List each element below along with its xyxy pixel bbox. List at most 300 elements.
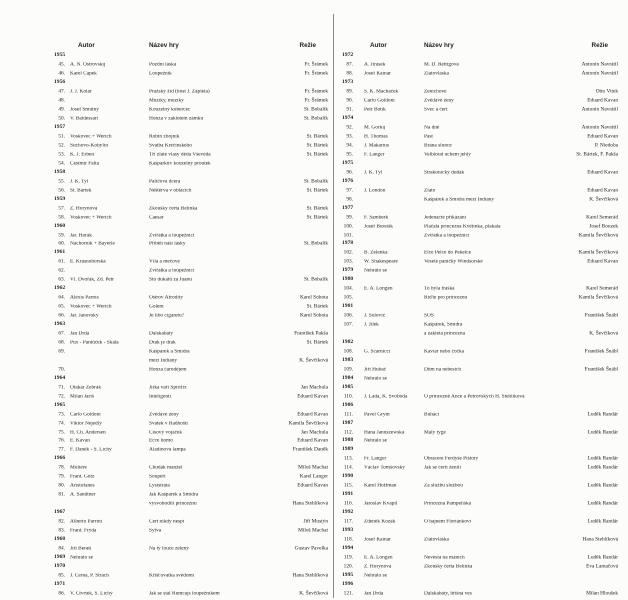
- author-cell: Alexis Parnis: [70, 295, 99, 301]
- director-cell: St. Bobalík: [303, 178, 328, 185]
- year-row: [342, 473, 618, 482]
- author-cell: Náchorník + Bayerle: [70, 241, 115, 247]
- author-cell: W. Shakespeare: [364, 259, 398, 265]
- title-cell: Pozdní láska: [149, 62, 177, 68]
- year-row: [54, 195, 328, 204]
- author-cell: Jan Drda: [70, 331, 90, 337]
- table-row: [342, 142, 618, 151]
- author-cell: Voskovec + Werich: [70, 134, 112, 140]
- right-column: [342, 42, 618, 598]
- director-cell: St. Bártek: [306, 187, 328, 194]
- play-number: 75.: [58, 428, 65, 435]
- table-row: [60, 258, 328, 267]
- author-cell: Josef Burešík: [364, 223, 393, 229]
- title-cell: Aladinova lampa: [149, 447, 186, 453]
- year-label: 1959: [54, 195, 66, 202]
- table-row: [60, 428, 328, 437]
- play-number: 58.: [58, 213, 65, 220]
- author-cell: Otakar Žebrák: [70, 385, 102, 391]
- play-number: 97.: [346, 187, 353, 194]
- year-row: [54, 124, 328, 133]
- author-cell: A. Jirásek: [364, 62, 386, 68]
- table-row: [342, 97, 618, 106]
- table-row: [342, 124, 618, 133]
- table-row: [60, 276, 328, 285]
- title-cell: vysvobodili princeznu: [149, 501, 197, 507]
- author-cell: E. Kavan: [70, 438, 90, 444]
- title-cell: Honza v zakletém zámku: [149, 116, 204, 122]
- table-row: [342, 562, 618, 571]
- author-cell: Václav Tomšovský: [364, 465, 405, 471]
- play-number: 105.: [343, 294, 353, 301]
- title-cell: Křišťovatka svědomí: [149, 573, 195, 579]
- play-number: 70.: [58, 366, 65, 373]
- title-cell: Nevěsta na maních: [424, 555, 465, 561]
- title-cell: Inteligenti: [149, 394, 171, 400]
- author-cell: J. London: [364, 188, 386, 194]
- year-label: 1962: [54, 285, 66, 292]
- play-number: 56.: [58, 187, 65, 194]
- year-label: 1960: [54, 222, 66, 229]
- year-row: [54, 285, 328, 294]
- table-row: [342, 464, 618, 473]
- title-cell: Víla a mečové: [149, 259, 180, 265]
- director-cell: P. Niedoba: [594, 142, 618, 149]
- table-row: [342, 553, 618, 562]
- director-cell: Luděk Randár: [587, 410, 618, 417]
- play-number: 117.: [343, 518, 353, 525]
- year-label: 1957: [54, 124, 66, 131]
- director-cell: Fr. Šrámek: [304, 61, 328, 68]
- year-row: [342, 401, 618, 410]
- author-cell: Petr Botík: [364, 107, 386, 113]
- table-row: [60, 303, 328, 312]
- table-row: [342, 249, 618, 258]
- title-cell: Malý tyge: [424, 429, 446, 435]
- play-number: 77.: [58, 446, 65, 453]
- title-cell: Zkoušky čerta Belínka: [149, 206, 198, 211]
- year-label: 1956: [54, 79, 66, 86]
- title-cell: Honza čarodějem: [149, 367, 187, 373]
- table-row: [60, 204, 328, 213]
- author-cell: F. Šamberk: [364, 214, 389, 220]
- year-row: [54, 455, 328, 464]
- title-cell: Elce Pelce do Pekelce: [424, 250, 472, 256]
- year-label: 1972: [342, 52, 354, 59]
- author-cell: Voskovec + Werich: [70, 214, 112, 220]
- year-label: 1976: [342, 178, 354, 185]
- play-number: 98.: [346, 196, 353, 203]
- table-row: [60, 446, 328, 455]
- title-cell: Kašpárek a Šmidra: [149, 349, 190, 355]
- play-number: 115.: [343, 482, 353, 489]
- year-row: [342, 79, 618, 88]
- title-cell: To byla fraška: [424, 286, 455, 292]
- director-cell: Eduard Kavan: [297, 437, 328, 444]
- title-header: Název hry: [424, 42, 454, 49]
- author-cell: Jar. Horák: [70, 232, 92, 238]
- title-cell: Pražský žid (host J. Zápleta): [149, 89, 210, 95]
- author-cell: Suchovo-Kobylin: [70, 143, 108, 149]
- table-row: [60, 213, 328, 222]
- title-cell: Zvířátka a loupežníci: [424, 232, 470, 238]
- year-label: 1961: [54, 249, 66, 256]
- director-cell: Eduard Kavan: [587, 258, 618, 265]
- table-row: [342, 195, 618, 204]
- table-row: [342, 392, 618, 401]
- year-note: Nehrálo se: [364, 573, 387, 579]
- director-cell: Otto Vitek: [595, 88, 618, 95]
- title-cell: Dům na nebesích: [424, 367, 462, 373]
- year-label: 1974: [342, 115, 354, 122]
- director-cell: Antonín Navrátil: [581, 106, 618, 113]
- author-cell: J. Černá, P. Strach: [70, 573, 109, 579]
- table-row: [60, 527, 328, 536]
- author-cell: F. Daněk - S. Lichý: [70, 447, 112, 453]
- year-label: 1992: [342, 509, 354, 516]
- title-cell: Strakonický dudák: [424, 170, 465, 176]
- year-label: 1965: [54, 401, 66, 408]
- title-cell: Ecce homo: [149, 438, 173, 444]
- year-label: 1973: [342, 79, 354, 86]
- director-cell: Eduard Kavan: [587, 97, 618, 104]
- title-cell: Golem: [149, 304, 164, 310]
- director-cell: František Šnábl: [584, 366, 618, 373]
- director-cell: Eduard Kavan: [587, 133, 618, 140]
- year-label: 1995: [342, 571, 354, 578]
- director-cell: Eduard Kavan: [297, 410, 328, 417]
- table-row: [342, 213, 618, 222]
- play-number: 60.: [58, 240, 65, 247]
- table-row: [60, 500, 328, 509]
- column-divider: [333, 14, 334, 598]
- table-row: [60, 356, 328, 365]
- director-cell: Karel Semerád: [586, 285, 618, 292]
- director-cell: Miloš Machat: [298, 464, 328, 471]
- table-row: [342, 535, 618, 544]
- right-table: [342, 52, 618, 598]
- play-number: 45.: [58, 61, 65, 68]
- play-number: 49.: [58, 106, 65, 113]
- table-row: [342, 285, 618, 294]
- table-row: [342, 88, 618, 97]
- year-row: [342, 527, 618, 536]
- director-cell: Fr. Šrámek: [304, 88, 328, 95]
- play-number: 106.: [343, 312, 353, 319]
- year-label: 1981: [342, 303, 354, 310]
- play-number: 79.: [58, 473, 65, 480]
- play-number: 63.: [58, 276, 65, 283]
- play-number: 86.: [58, 589, 65, 596]
- director-cell: Milan Hloušek: [586, 589, 618, 596]
- director-cell: Karel Semerád: [586, 213, 618, 220]
- play-number: 104.: [343, 285, 353, 292]
- director-cell: Fr. Šrámek: [304, 70, 328, 77]
- year-label: 1980: [342, 276, 354, 283]
- author-cell: V. Čtvrtek, S. Lichý: [70, 590, 113, 596]
- play-number: 112.: [343, 428, 353, 435]
- director-cell: Eduard Kavan: [587, 169, 618, 176]
- table-row: [60, 150, 328, 159]
- year-label: 1991: [342, 491, 354, 498]
- author-cell: J. Solovič: [364, 313, 386, 319]
- author-header: Autor: [78, 42, 95, 49]
- play-number: 72.: [58, 393, 65, 400]
- play-number: 80.: [58, 482, 65, 489]
- year-label: 1983: [342, 357, 354, 364]
- year-label: 1955: [54, 52, 66, 59]
- author-cell: Frant. Frýda: [70, 528, 97, 534]
- title-cell: Příběh naší lásky: [149, 241, 186, 247]
- year-row: [342, 491, 618, 500]
- table-row: [60, 464, 328, 473]
- title-cell: Drak je drak: [149, 340, 176, 346]
- title-cell: Zvědavé ženy: [149, 411, 179, 417]
- year-row: [54, 553, 328, 562]
- table-row: [342, 168, 618, 177]
- play-number: 116.: [343, 500, 353, 507]
- table-row: [60, 544, 328, 553]
- author-cell: F. Langer: [364, 152, 385, 158]
- table-row: [60, 339, 328, 348]
- year-label: 1958: [54, 169, 66, 176]
- play-number: 48.: [58, 97, 65, 104]
- director-cell: Hana Stehlíková: [582, 536, 618, 543]
- director-cell: Jiří Mustýn: [303, 518, 328, 525]
- director-cell: Antonín Navrátil: [581, 61, 618, 68]
- play-number: 73.: [58, 410, 65, 417]
- title-cell: Buháci: [424, 411, 440, 417]
- title-cell: Kašpárek, Šmidra: [424, 322, 463, 328]
- year-row: [54, 535, 328, 544]
- table-row: [60, 267, 328, 276]
- year-row: [54, 52, 328, 61]
- play-number: 109.: [343, 366, 353, 373]
- year-label: 1985: [342, 383, 354, 390]
- left-table: [54, 52, 328, 598]
- table-row: [342, 482, 618, 491]
- table-row: [60, 186, 328, 195]
- title-cell: Dalskabáty: [149, 331, 174, 337]
- table-row: [60, 347, 328, 356]
- author-cell: Karel Čapek: [70, 71, 97, 77]
- table-row: [342, 589, 618, 598]
- play-number: 111.: [344, 410, 353, 417]
- year-label: 1984: [342, 374, 354, 381]
- year-row: [54, 562, 328, 571]
- title-cell: M. D. Rettigová: [424, 62, 459, 68]
- year-row: [342, 276, 618, 285]
- director-cell: Gustav Pavelka: [294, 545, 328, 552]
- title-cell: Sylva: [149, 528, 162, 534]
- author-cell: Jan Drda: [364, 590, 384, 596]
- play-number: 64.: [58, 294, 65, 301]
- table-row: [342, 321, 618, 330]
- table-row: [342, 133, 618, 142]
- title-cell: Ostrov Afrodity: [149, 295, 183, 301]
- title-cell: Sto dukátů za Juanu: [149, 277, 192, 283]
- title-cell: Svatek v Radhošti: [149, 420, 188, 426]
- year-row: [342, 509, 618, 518]
- play-number: 101.: [343, 231, 353, 238]
- title-cell: Kaviár nebo čočka: [424, 349, 465, 355]
- year-row: [342, 267, 618, 276]
- author-cell: V. Baldessari: [70, 116, 99, 122]
- director-cell: Kamila Ševčíková: [288, 419, 328, 426]
- title-cell: Zkoušky čerta Belínka: [424, 564, 473, 570]
- year-row: [54, 509, 328, 518]
- year-row: [342, 240, 618, 249]
- play-number: 62.: [58, 267, 65, 274]
- year-row: [342, 356, 618, 365]
- play-number: 87.: [346, 61, 353, 68]
- title-cell: Císový vojáček: [149, 429, 183, 435]
- year-row: [54, 168, 328, 177]
- title-header: Název hry: [149, 42, 179, 49]
- table-row: [342, 70, 618, 79]
- director-cell: Eduard Kavan: [297, 393, 328, 400]
- title-cell: Na dně: [424, 125, 440, 131]
- author-cell: Fr. Langer: [364, 456, 387, 462]
- title-cell: Veselé paničky Windsorské: [424, 259, 483, 265]
- title-cell: Ženichové: [424, 89, 447, 95]
- director-cell: Eduard Kavan: [587, 187, 618, 194]
- title-cell: Kašpárkův kouzelný proutek: [149, 161, 211, 167]
- director-cell: K. Ševčíková: [589, 196, 618, 203]
- year-label: 1982: [342, 339, 354, 346]
- author-cell: Hana Januszewska: [364, 429, 405, 435]
- author-cell: A. Sandtner: [70, 492, 96, 498]
- year-row: [342, 374, 618, 383]
- author-cell: Viktor Nejedlý: [70, 420, 102, 426]
- title-cell: Jak se čerti ženili: [424, 465, 461, 471]
- table-row: [342, 518, 618, 527]
- play-number: 96.: [346, 169, 353, 176]
- play-number: 46.: [58, 70, 65, 77]
- title-cell: Švec a čert: [424, 107, 448, 113]
- table-row: [60, 571, 328, 580]
- title-cell: Velbloud uchem jehly: [424, 152, 471, 158]
- table-row: [60, 330, 328, 339]
- year-note: Nehrálo se: [364, 376, 387, 382]
- year-row: [342, 383, 618, 392]
- table-row: [60, 482, 328, 491]
- play-number: 99.: [346, 213, 353, 220]
- year-row: [342, 571, 618, 580]
- table-row: [342, 61, 618, 70]
- table-row: [60, 177, 328, 186]
- author-cell: J. Lada, K. Svoboda: [364, 394, 408, 400]
- table-row: [342, 186, 618, 195]
- director-cell: St. Bártek: [306, 339, 328, 346]
- play-number: 66.: [58, 312, 65, 319]
- author-cell: Vl. Dvořák, Zd. Petr: [70, 277, 114, 283]
- director-cell: Luděk Randár: [587, 428, 618, 435]
- title-cell: Paličova dcera: [149, 179, 181, 185]
- title-cell: Loupežník: [149, 71, 172, 77]
- director-cell: K. Ševčíková: [589, 330, 618, 337]
- author-cell: Voskovec + Werich: [70, 304, 112, 310]
- director-cell: Antonín Navrátil: [581, 124, 618, 131]
- title-cell: Svatba Krečinského: [149, 143, 192, 149]
- year-row: [54, 249, 328, 258]
- table-row: [342, 330, 618, 339]
- title-cell: Jak Kašpárek a Šmidra: [149, 492, 199, 498]
- play-number: 108.: [343, 348, 353, 355]
- year-label: 1979: [342, 267, 354, 274]
- author-cell: B. Zelenka: [364, 250, 388, 256]
- year-label: 1989: [342, 446, 354, 453]
- title-cell: Říďte pro princeznu: [424, 295, 468, 301]
- director-cell: St. Bártek, F. Pakša: [576, 151, 618, 158]
- director-header: Režie: [591, 42, 608, 49]
- table-row: [60, 61, 328, 70]
- author-header: Autor: [370, 42, 387, 49]
- play-number: 119.: [343, 554, 353, 561]
- year-row: [342, 339, 618, 348]
- author-cell: E. Krásnohorská: [70, 259, 106, 265]
- table-row: [342, 410, 618, 419]
- year-row: [342, 544, 618, 553]
- table-row: [342, 150, 618, 159]
- title-cell: Zvířátka a loupežníci: [149, 268, 195, 274]
- author-cell: H. Thomas: [364, 134, 388, 140]
- year-row: [342, 204, 618, 213]
- year-row: [54, 321, 328, 330]
- director-cell: Josef Bouzek: [589, 222, 618, 229]
- director-cell: St. Bártek: [306, 151, 328, 158]
- year-row: [342, 177, 618, 186]
- table-row: [342, 455, 618, 464]
- table-row: [60, 365, 328, 374]
- title-cell: Zvědavé ženy: [424, 98, 454, 104]
- table-row: [60, 133, 328, 142]
- author-cell: Jiří Beneš: [70, 546, 92, 552]
- director-cell: František Pakša: [294, 330, 328, 337]
- play-number: 95.: [346, 151, 353, 158]
- title-cell: Kašpárek a Šmidra mezi Indiány: [424, 197, 495, 203]
- author-cell: E. A. Longen: [364, 555, 393, 561]
- author-cell: Karel Hoffman: [364, 483, 397, 489]
- director-cell: Kamila Ševčíková: [578, 249, 618, 256]
- director-cell: St. Bártek: [306, 303, 328, 310]
- table-row: [60, 70, 328, 79]
- title-cell: Na tý louce zelený: [149, 546, 189, 552]
- year-label: 1970: [54, 563, 66, 569]
- table-row: [60, 410, 328, 419]
- play-number: 65.: [58, 303, 65, 310]
- author-cell: Frant. Götz: [70, 474, 95, 480]
- title-cell: Lysistrata: [149, 483, 170, 489]
- table-row: [60, 518, 328, 527]
- table-row: [342, 231, 618, 240]
- year-label: 1969: [54, 554, 66, 561]
- play-number: 69.: [58, 348, 65, 355]
- year-row: [342, 52, 618, 61]
- play-number: 84.: [58, 545, 65, 552]
- play-number: 110.: [343, 393, 353, 400]
- director-cell: Luděk Randár: [587, 455, 618, 462]
- table-row: [60, 392, 328, 401]
- director-cell: Jan Machula: [300, 384, 328, 391]
- year-row: [342, 446, 618, 455]
- director-cell: František Daněk: [292, 446, 328, 453]
- table-row: [60, 473, 328, 482]
- director-cell: K. Ševčíková: [299, 589, 328, 596]
- year-row: [342, 437, 618, 446]
- author-cell: A. N. Ostrovskij: [70, 62, 106, 68]
- director-cell: Luděk Randár: [587, 482, 618, 489]
